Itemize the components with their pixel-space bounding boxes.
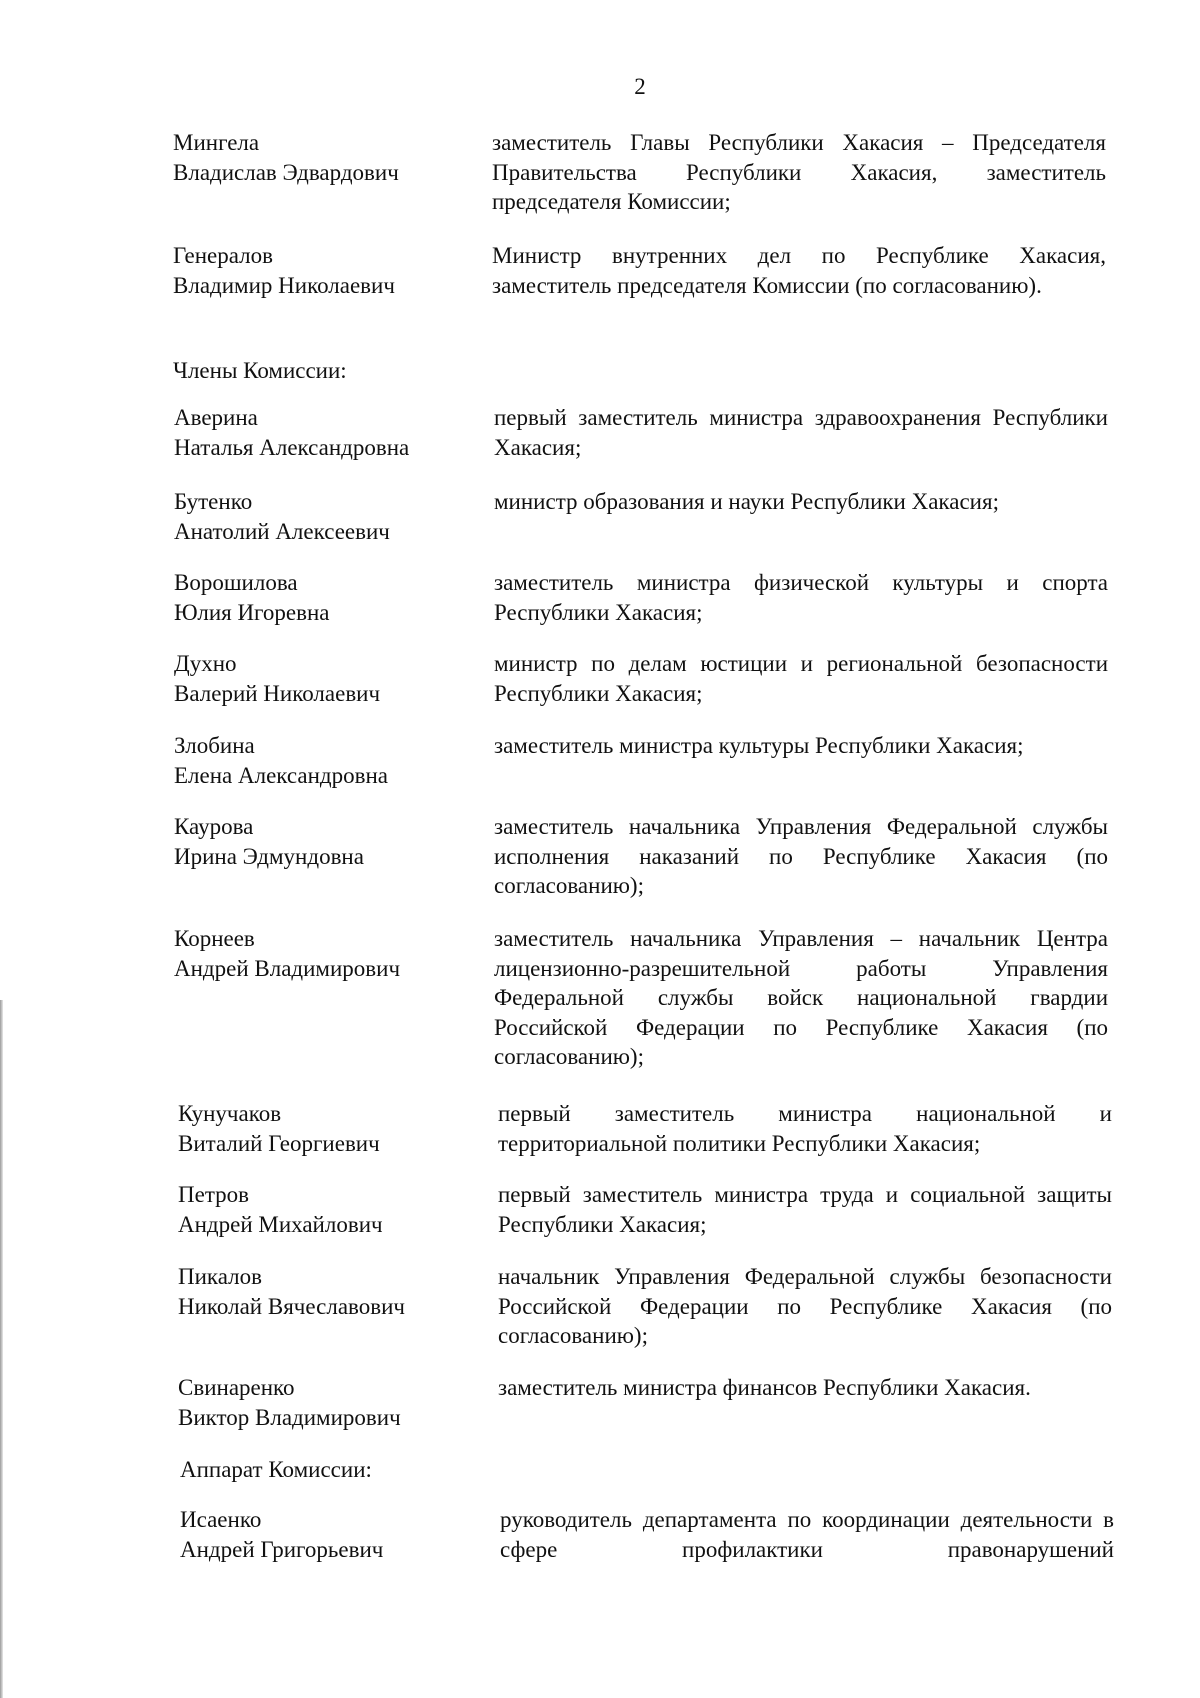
- apparatus-section-label: Аппарат Комиссии:: [180, 1457, 372, 1482]
- member-role: заместитель Главы Республики Хакасия – Председателя Правительства Республики Хакасия, заместитель председателя Комиссии;: [492, 130, 1106, 214]
- member-name: [174, 924, 474, 983]
- member-given-names: Андрей Григорьевич: [180, 1536, 384, 1562]
- member-given-names: Ирина Эдмундовна: [174, 843, 364, 869]
- members-section-label: Члены Комиссии:: [173, 358, 347, 383]
- member-surname: Ворошилова: [174, 570, 298, 595]
- member-surname: Исаенко: [180, 1507, 262, 1532]
- member-given-names: Андрей Михайлович: [178, 1211, 383, 1237]
- member-name: [174, 487, 474, 546]
- member-role: заместитель начальника Управления – начальник Центра лицензионно-разрешительной работы Управления Федеральной службы войск национальной гвардии Российской Федерации по Республике Хакасия (по согласованию);: [494, 926, 1108, 1069]
- member-given-names: Виталий Георгиевич: [178, 1130, 380, 1156]
- member-name: [173, 128, 473, 187]
- member-given-names: Анатолий Алексеевич: [174, 518, 390, 544]
- member-given-names: Юлия Игоревна: [174, 599, 330, 625]
- member-given-names: Виктор Владимирович: [178, 1404, 401, 1430]
- member-role: руководитель департамента по координации деятельности в сфере профилактики правонарушений: [500, 1507, 1114, 1562]
- member-name: [178, 1373, 478, 1432]
- member-role: министр образования и науки Республики Хакасия;: [494, 489, 999, 514]
- member-surname: Духно: [174, 651, 237, 676]
- member-given-names: Владимир Николаевич: [173, 272, 395, 298]
- member-name: [178, 1262, 478, 1321]
- member-role: заместитель министра культуры Республики Хакасия;: [494, 733, 1024, 758]
- member-name: [174, 568, 474, 627]
- member-role: Министр внутренних дел по Республике Хакасия, заместитель председателя Комиссии (по согласованию).: [492, 243, 1106, 298]
- member-name: [174, 812, 474, 871]
- member-role: первый заместитель министра здравоохранения Республики Хакасия;: [494, 405, 1108, 460]
- member-given-names: Андрей Владимирович: [174, 955, 401, 981]
- member-name: [178, 1180, 478, 1239]
- member-name: [174, 649, 474, 708]
- member-name: [178, 1099, 478, 1158]
- page-number: 2: [634, 74, 646, 99]
- member-role: первый заместитель министра труда и социальной защиты Республики Хакасия;: [498, 1182, 1112, 1237]
- member-surname: Бутенко: [174, 489, 253, 514]
- member-name: [174, 731, 474, 790]
- member-role: заместитель министра физической культуры и спорта Республики Хакасия;: [494, 570, 1108, 625]
- member-surname: Кунучаков: [178, 1101, 282, 1126]
- member-surname: Петров: [178, 1182, 250, 1207]
- member-role: министр по делам юстиции и региональной безопасности Республики Хакасия;: [494, 651, 1108, 706]
- member-role: первый заместитель министра национальной и территориальной политики Республики Хакасия;: [498, 1101, 1112, 1156]
- member-surname: Пикалов: [178, 1264, 262, 1289]
- member-surname: Злобина: [174, 733, 255, 758]
- member-surname: Мингела: [173, 130, 260, 155]
- member-given-names: Елена Александровна: [174, 762, 388, 788]
- member-role: начальник Управления Федеральной службы безопасности Российской Федерации по Республике Хакасия (по согласованию);: [498, 1264, 1112, 1348]
- member-role: заместитель министра финансов Республики Хакасия.: [498, 1375, 1031, 1400]
- member-given-names: Валерий Николаевич: [174, 680, 381, 706]
- member-name: [174, 403, 474, 462]
- member-given-names: Наталья Александровна: [174, 434, 410, 460]
- member-surname: Свинаренко: [178, 1375, 295, 1400]
- member-name: [180, 1505, 480, 1564]
- member-surname: Каурова: [174, 814, 254, 839]
- member-surname: Генералов: [173, 243, 274, 268]
- member-given-names: Николай Вячеславович: [178, 1293, 405, 1319]
- member-role: заместитель начальника Управления Федеральной службы исполнения наказаний по Республике Хакасия (по согласованию);: [494, 814, 1108, 898]
- member-surname: Аверина: [174, 405, 258, 430]
- scan-edge-shadow: [0, 1000, 3, 1698]
- member-name: [173, 241, 473, 300]
- member-surname: Корнеев: [174, 926, 255, 951]
- member-given-names: Владислав Эдвардович: [173, 159, 399, 185]
